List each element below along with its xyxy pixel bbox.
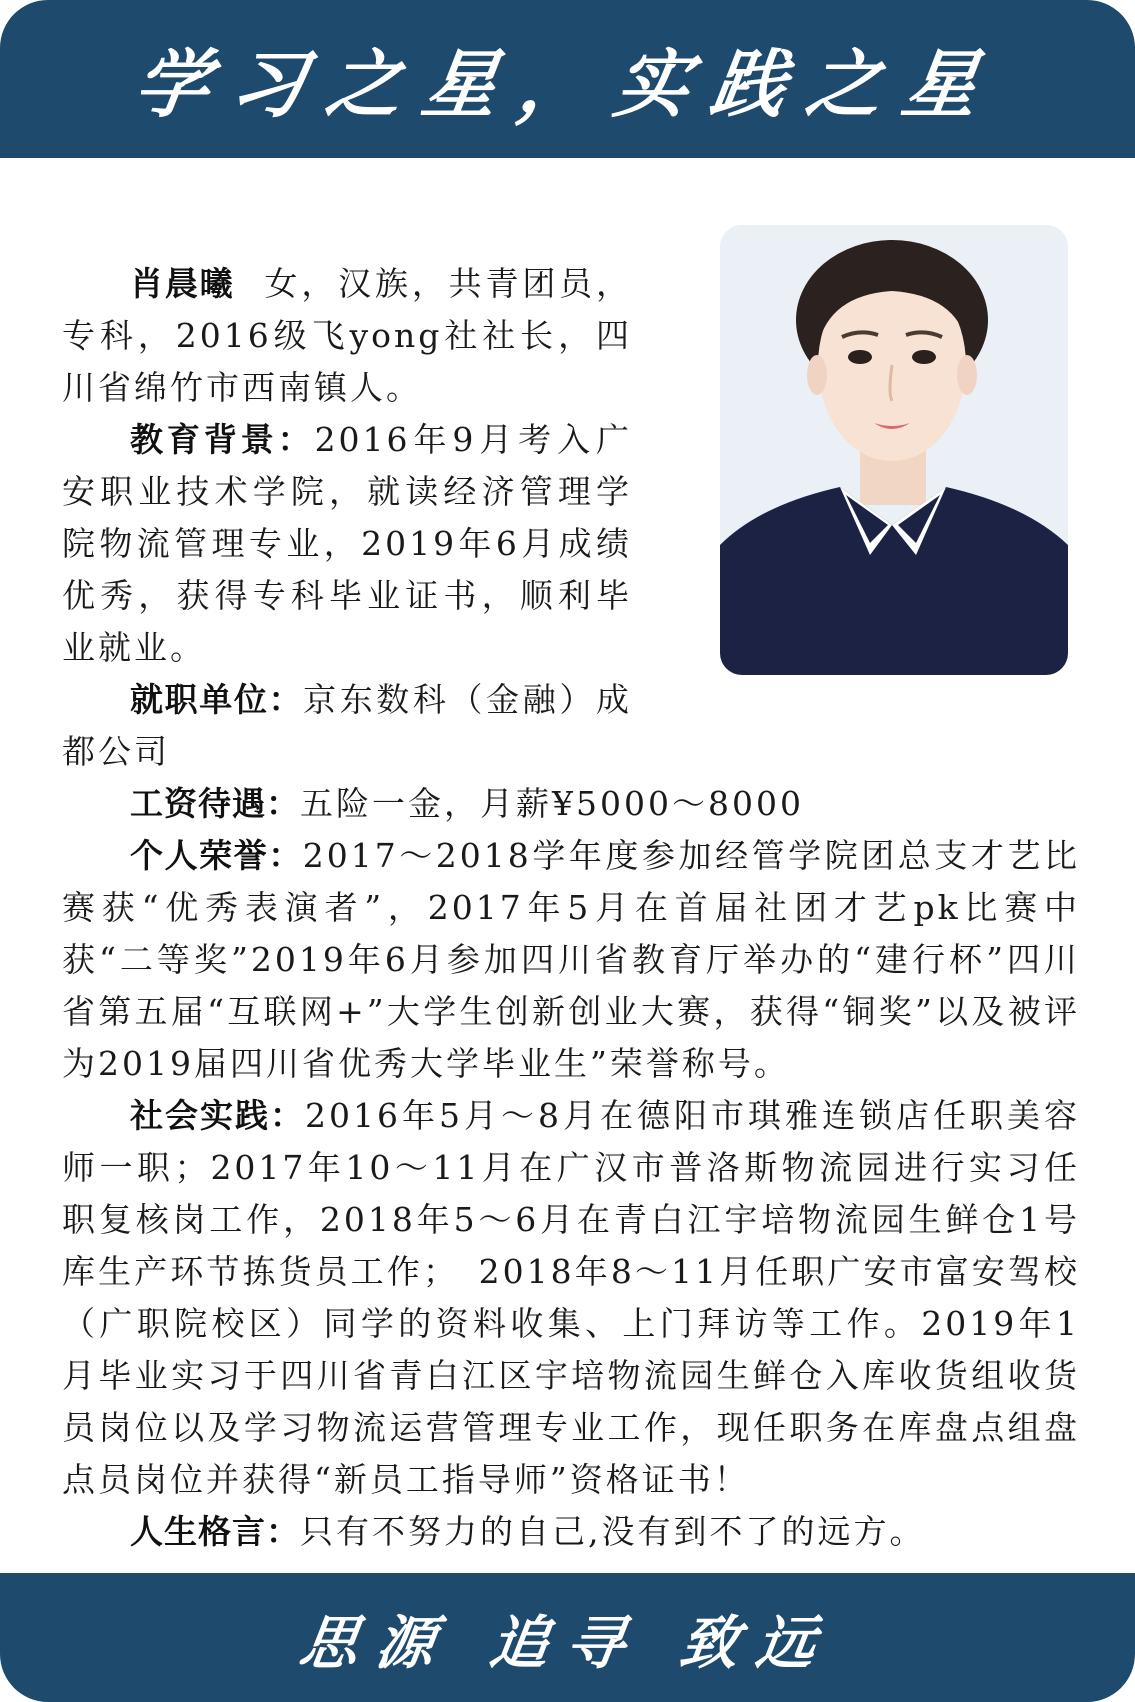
motto-text: 只有不努力的自己,没有到不了的远方。 xyxy=(300,1512,926,1551)
footer-banner xyxy=(0,1573,1135,1702)
salary-text: 五险一金，月薪¥5000～8000 xyxy=(300,784,804,823)
education-text: 2016年9月考入广安职业技术学院，就读经济管理学院物流管理专业，2019年6月成绩优秀，获得专科毕业证书，顺利毕业就业。 xyxy=(62,420,633,667)
header-banner xyxy=(0,0,1135,158)
education-paragraph xyxy=(62,414,632,674)
salary-label: 工资待遇： xyxy=(130,784,300,823)
student-name: 肖晨曦 xyxy=(130,264,235,303)
footer-motto: 思源 追寻 致远 xyxy=(295,1608,838,1677)
employer-text: 京东数科（金融）成都公司 xyxy=(62,680,633,771)
employer-label: 就职单位： xyxy=(130,680,304,719)
intro-text: 女，汉族，共青团员，专科，2016级飞yong社社长，四川省绵竹市西南镇人。 xyxy=(62,264,632,407)
education-label: 教育背景： xyxy=(130,420,315,459)
practice-text: 2016年5月～8月在德阳市琪雅连锁店任职美容师一职；2017年10～11月在广汉市普洛斯物流园进行实习任职复核岗工作，2018年5～6月在青白江宇培物流园生鲜仓1号库生产环节拣货员工作； 2018年8～11月任职广安市富安驾校（广职院校区）同学的资料收集、上门拜访等工作。2019年1月毕业实习于四川省青白江区宇培物流园生鲜仓入库收货组收货员岗位以及学习物流运营管理专业工作，现任职务在库盘点组盘点员岗位并获得“新员工指导师”资格证书！ xyxy=(62,1096,1081,1499)
practice-label: 社会实践： xyxy=(130,1096,306,1135)
header-motto: 学习之星，实践之星 xyxy=(128,42,1005,128)
honors-label: 个人荣誉： xyxy=(130,836,303,875)
employer-paragraph xyxy=(62,674,632,778)
honors-paragraph xyxy=(62,830,1080,1090)
intro-paragraph xyxy=(62,258,632,414)
practice-paragraph xyxy=(62,1090,1080,1506)
salary-paragraph xyxy=(62,778,1080,830)
profile-text xyxy=(62,258,1080,1558)
motto-label: 人生格言： xyxy=(130,1512,300,1551)
honors-text: 2017～2018学年度参加经管学院团总支才艺比赛获“优秀表演者”，2017年5月在首届社团才艺pk比赛中获“二等奖”2019年6月参加四川省教育厅举办的“建行杯”四川省第五届“互联网+”大学生创新创业大赛，获得“铜奖”以及被评为2019届四川省优秀大学毕业生”荣誉称号。 xyxy=(62,836,1080,1083)
motto-paragraph xyxy=(62,1506,1080,1558)
